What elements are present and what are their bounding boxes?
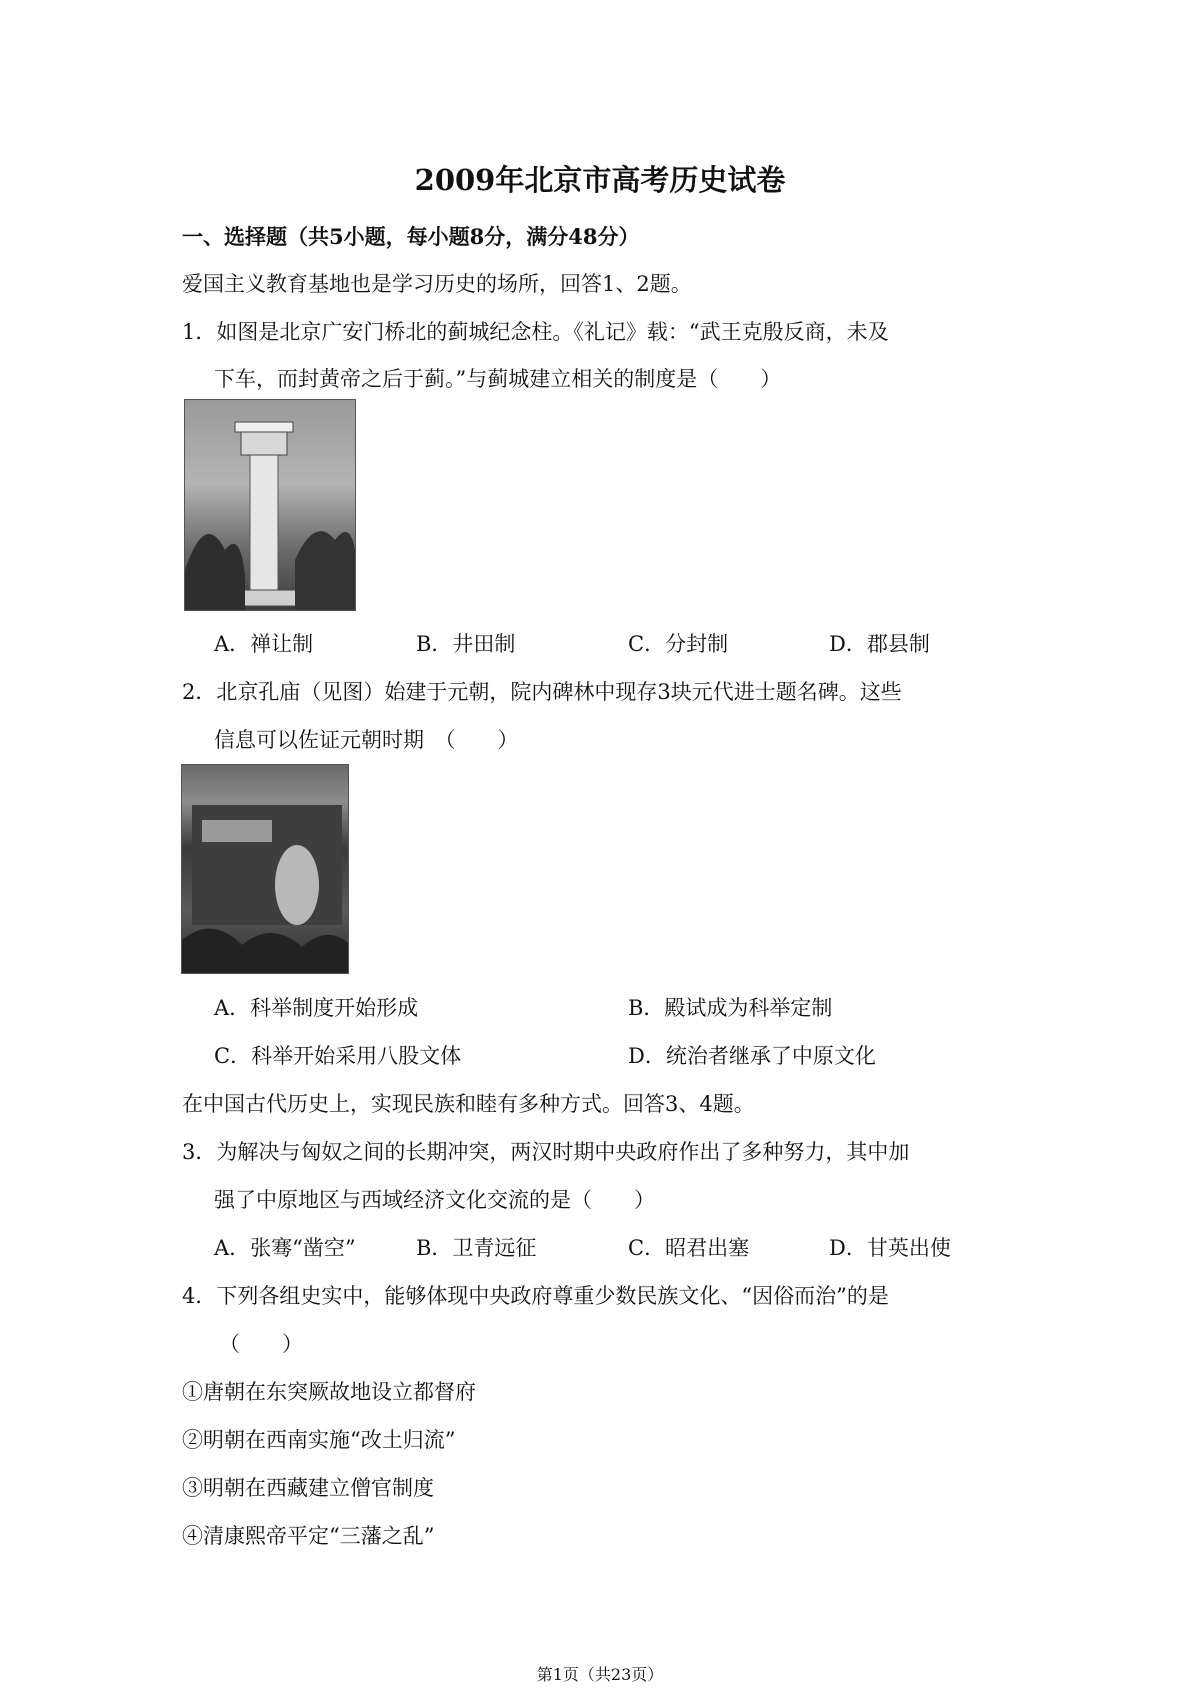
q1-option-d: D．郡县制 xyxy=(829,632,930,656)
q2-option-d: D．统治者继承了中原文化 xyxy=(628,1044,876,1068)
intro-3-4: 在中国古代历史上，实现民族和睦有多种方式。回答3、4题。 xyxy=(182,1092,755,1116)
q4-text-line1: 4．下列各组史实中，能够体现中央政府尊重少数民族文化、“因俗而治”的是 xyxy=(182,1284,889,1308)
q3-text-line2: 强了中原地区与西域经济文化交流的是（ ） xyxy=(214,1188,655,1212)
q4-item-2: ②明朝在西南实施“改土归流” xyxy=(182,1428,456,1452)
page-title: 2009年北京市高考历史试卷 xyxy=(414,163,786,197)
q2-text-line2: 信息可以佐证元朝时期 （ ） xyxy=(214,728,519,752)
q2-option-b: B．殿试成为科举定制 xyxy=(628,996,833,1020)
q4-item-3: ③明朝在西藏建立僧官制度 xyxy=(182,1476,434,1500)
q1-option-a: A．禅让制 xyxy=(214,632,314,656)
section-heading: 一、选择题（共5小题，每小题8分，满分48分） xyxy=(182,224,640,249)
q1-option-c: C．分封制 xyxy=(628,632,729,656)
intro-1-2: 爱国主义教育基地也是学习历史的场所，回答1、2题。 xyxy=(182,272,692,296)
q3-option-a: A．张骞“凿空” xyxy=(214,1236,356,1260)
q4-item-4: ④清康熙帝平定“三藩之乱” xyxy=(182,1524,435,1548)
q3-text-line1: 3．为解决与匈奴之间的长期冲突，两汉时期中央政府作出了多种努力，其中加 xyxy=(182,1140,910,1164)
q3-option-c: C．昭君出塞 xyxy=(628,1236,750,1260)
q4-text-line2: （ ） xyxy=(219,1332,303,1356)
q3-option-b: B．卫青远征 xyxy=(416,1236,537,1260)
q1-option-b: B．井田制 xyxy=(416,632,516,656)
q1-text-line1: 1．如图是北京广安门桥北的蓟城纪念柱。《礼记》载：“武王克殷反商，未及 xyxy=(182,320,889,344)
q2-option-a: A．科举制度开始形成 xyxy=(214,996,419,1020)
jicheng-memorial-pillar-photo xyxy=(184,399,356,611)
page-footer: 第1页（共23页） xyxy=(536,1665,664,1684)
q4-item-1: ①唐朝在东突厥故地设立都督府 xyxy=(182,1380,476,1404)
q1-text-line2: 下车，而封黄帝之后于蓟。”与蓟城建立相关的制度是（ ） xyxy=(214,367,782,391)
q2-option-c: C．科举开始采用八股文体 xyxy=(214,1044,462,1068)
beijing-confucius-temple-photo xyxy=(181,764,349,974)
q2-text-line1: 2．北京孔庙（见图）始建于元朝，院内碑林中现存3块元代进士题名碑。这些 xyxy=(182,680,902,704)
q3-option-d: D．甘英出使 xyxy=(829,1236,951,1260)
